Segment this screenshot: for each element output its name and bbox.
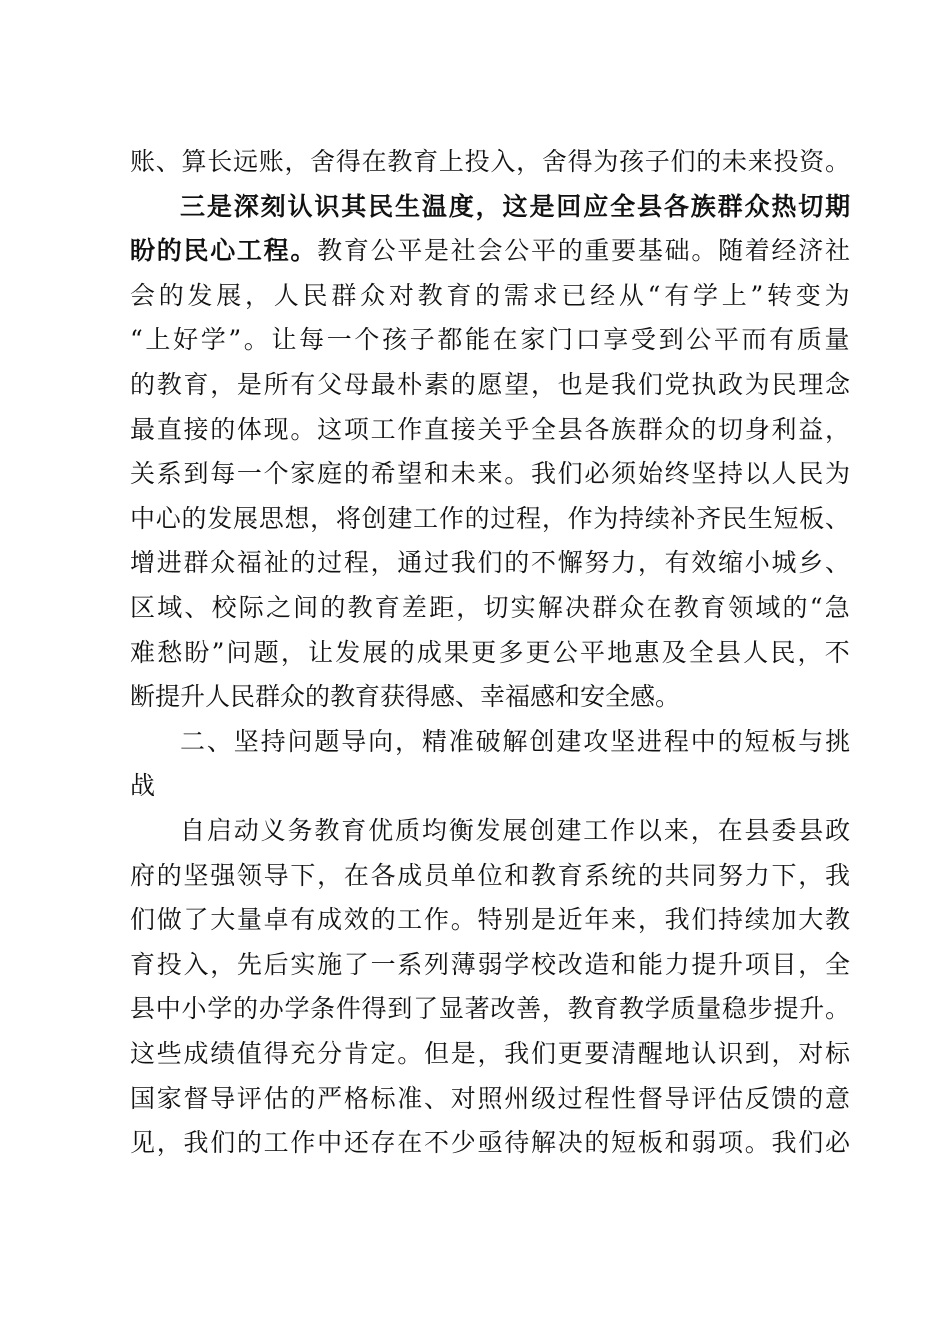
text-run: 关系到每一个家庭的希望和未来。我们必须始终坚持以人民为 <box>130 459 852 489</box>
text-run: “上好学”。让每一个孩子都能在家门口享受到公平而有质量 <box>130 325 853 355</box>
text-run: 县中小学的办学条件得到了显著改善，教育教学质量稳步提升。 <box>130 994 851 1024</box>
text-line <box>180 184 852 230</box>
text-line <box>130 942 852 988</box>
text-line <box>130 674 680 720</box>
text-line <box>130 317 852 363</box>
text-line <box>130 1120 852 1166</box>
text-line <box>130 1076 852 1122</box>
text-line <box>130 897 852 943</box>
text-run: 教育公平是社会公平的重要基础。随着经济社 <box>317 236 852 266</box>
text-run: 二、坚持问题导向，精准破解创建攻坚进程中的短板与挑 <box>180 726 853 756</box>
text-run: 府的坚强领导下，在各成员单位和教育系统的共同努力下，我 <box>130 860 852 890</box>
text-run: 账、算长远账，舍得在教育上投入，舍得为孩子们的未来投资。 <box>130 147 851 176</box>
text-line <box>130 986 851 1032</box>
text-run: 难愁盼”问题，让发展的成果更多更公平地惠及全县人民，不 <box>130 637 852 667</box>
text-run: 国家督导评估的严格标准、对照州级过程性督导评估反馈的意 <box>130 1083 852 1113</box>
text-line <box>130 853 852 899</box>
text-run: 区域、校际之间的教育差距，切实解决群众在教育领域的“急 <box>130 593 852 622</box>
text-line <box>130 451 852 497</box>
text-run: 们做了大量卓有成效的工作。特别是近年来，我们持续加大教 <box>130 905 852 935</box>
text-line <box>130 228 852 274</box>
text-line <box>130 407 852 453</box>
bold-text-run: 盼的民心工程。 <box>130 236 318 266</box>
text-line <box>180 808 852 854</box>
text-run: 断提升人民群众的教育获得感、幸福感和安全感。 <box>130 682 681 712</box>
text-run: 战 <box>130 771 156 801</box>
text-line <box>130 273 853 319</box>
text-line <box>130 496 851 542</box>
text-run: 最直接的体现。这项工作直接关乎全县各族群众的切身利益， <box>130 414 852 444</box>
text-run: 这些成绩值得充分肯定。但是，我们更要清醒地认识到，对标 <box>130 1039 852 1068</box>
text-line <box>130 1031 852 1077</box>
text-line <box>130 139 851 185</box>
text-run: 增进群众福祉的过程，通过我们的不懈努力，有效缩小城乡、 <box>130 548 852 578</box>
text-line <box>130 540 852 586</box>
text-run: 的教育，是所有父母最朴素的愿望，也是我们党执政为民理念 <box>130 370 852 399</box>
text-line <box>130 630 852 676</box>
text-run: 会的发展，人民群众对教育的需求已经从“有学上”转变为 <box>130 280 854 310</box>
text-line <box>130 763 155 809</box>
bold-text-run: 三是深刻认识其民生温度，这是回应全县各族群众热切期 <box>180 191 853 221</box>
text-run: 育投入，先后实施了一系列薄弱学校改造和能力提升项目，全 <box>130 949 852 979</box>
text-line <box>180 719 852 765</box>
text-run: 自启动义务教育优质均衡发展创建工作以来，在县委县政 <box>180 816 853 845</box>
text-line <box>130 585 852 631</box>
text-line <box>130 362 852 408</box>
text-run: 中心的发展思想，将创建工作的过程，作为持续补齐民生短板、 <box>130 503 851 533</box>
text-run: 见，我们的工作中还存在不少亟待解决的短板和弱项。我们必 <box>130 1128 852 1158</box>
